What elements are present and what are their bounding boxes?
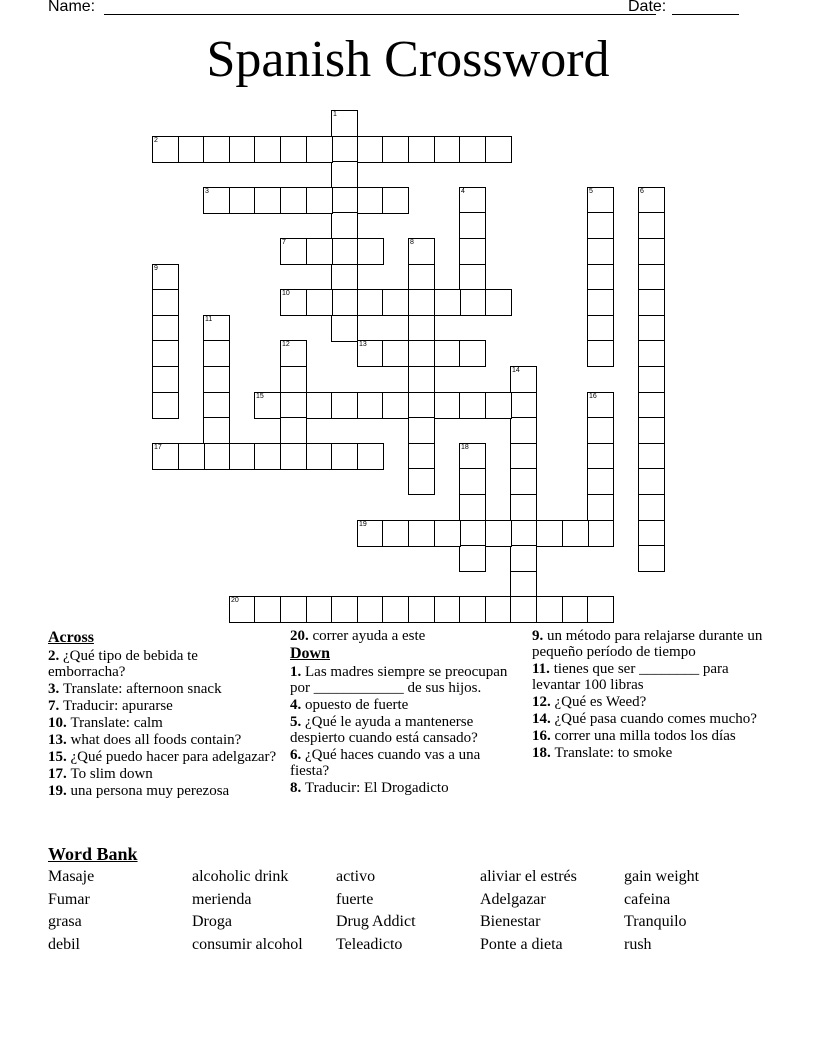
across-clue: 19. una persona muy perezosa — [48, 783, 230, 799]
across-column — [48, 628, 278, 800]
grid-cell[interactable] — [408, 136, 435, 163]
grid-cell[interactable] — [536, 520, 563, 547]
grid-cell[interactable] — [459, 289, 486, 316]
grid-cell[interactable] — [254, 136, 281, 163]
grid-cell[interactable] — [536, 596, 563, 623]
grid-cell[interactable] — [357, 136, 384, 163]
grid-cell[interactable] — [638, 443, 665, 470]
clue-number: 4 — [461, 188, 465, 195]
grid-cell[interactable] — [638, 392, 665, 419]
grid-cell[interactable] — [434, 520, 461, 547]
date-label: Date: — [628, 0, 667, 15]
clue-number: 17 — [154, 444, 162, 451]
grid-cell[interactable] — [203, 366, 230, 393]
down-clue: 8. Traducir: El Drogadicto — [290, 780, 449, 796]
word-bank-item: fuerte — [336, 890, 374, 908]
grid-cell[interactable] — [638, 494, 665, 521]
word-bank-item: cafeina — [624, 890, 671, 908]
grid-cell[interactable] — [306, 443, 333, 470]
grid-cell[interactable] — [434, 340, 461, 367]
across-clue: 7. Traducir: apurarse — [48, 698, 173, 714]
grid-cell[interactable] — [459, 596, 486, 623]
grid-cell[interactable] — [459, 264, 486, 291]
grid-cell[interactable] — [152, 443, 179, 470]
grid-cell[interactable] — [510, 571, 537, 598]
grid-cell[interactable] — [152, 264, 179, 291]
grid-cell[interactable] — [280, 238, 307, 265]
grid-cell[interactable] — [203, 315, 230, 342]
grid-cell[interactable] — [485, 289, 512, 316]
grid-cell[interactable] — [229, 136, 256, 163]
grid-cell[interactable] — [254, 596, 281, 623]
down-clue: 4. opuesto de fuerte — [290, 697, 409, 713]
grid-cell[interactable] — [331, 315, 358, 342]
down-clue: 14. ¿Qué pasa cuando comes mucho? — [532, 711, 757, 727]
grid-cell[interactable] — [459, 340, 486, 367]
grid-cell[interactable] — [203, 187, 230, 214]
word-bank-item: Fumar — [48, 890, 90, 908]
grid-cell[interactable] — [357, 443, 384, 470]
down-clue: 18. Translate: to smoke — [532, 745, 673, 761]
clue-number: 10 — [282, 290, 290, 297]
grid-cell[interactable] — [357, 289, 384, 316]
grid-cell[interactable] — [562, 520, 589, 547]
clue-number: 14 — [512, 367, 520, 374]
grid-cell[interactable] — [382, 596, 409, 623]
grid-cell[interactable] — [510, 443, 537, 470]
clue-number: 5 — [589, 188, 593, 195]
grid-cell[interactable] — [587, 596, 614, 623]
grid-cell[interactable] — [280, 187, 307, 214]
across-clue: 20. correr ayuda a este — [290, 628, 426, 644]
clue-number: 6 — [640, 188, 644, 195]
grid-cell[interactable] — [408, 596, 435, 623]
middle-column — [290, 628, 520, 797]
grid-cell[interactable] — [280, 443, 307, 470]
grid-cell[interactable] — [408, 340, 435, 367]
grid-cell[interactable] — [382, 136, 409, 163]
grid-cell[interactable] — [408, 289, 435, 316]
grid-cell[interactable] — [638, 468, 665, 495]
grid-cell[interactable] — [434, 136, 461, 163]
grid-cell[interactable] — [203, 417, 230, 444]
grid-cell[interactable] — [510, 520, 537, 547]
grid-cell[interactable] — [510, 494, 537, 521]
clue-number: 15 — [256, 393, 264, 400]
clue-number: 11 — [205, 316, 213, 323]
grid-cell[interactable] — [485, 392, 512, 419]
grid-cell[interactable] — [229, 596, 256, 623]
grid-cell[interactable] — [331, 596, 358, 623]
grid-cell[interactable] — [229, 443, 256, 470]
grid-cell[interactable] — [638, 289, 665, 316]
grid-cell[interactable] — [638, 212, 665, 239]
grid-cell[interactable] — [331, 187, 358, 214]
grid-cell[interactable] — [562, 596, 589, 623]
grid-cell[interactable] — [638, 417, 665, 444]
grid-cell[interactable] — [203, 136, 230, 163]
grid-cell[interactable] — [254, 187, 281, 214]
grid-cell[interactable] — [152, 315, 179, 342]
grid-cell[interactable] — [587, 520, 614, 547]
grid-cell[interactable] — [510, 545, 537, 572]
right-column — [532, 628, 768, 762]
grid-cell[interactable] — [178, 136, 205, 163]
grid-cell[interactable] — [331, 289, 358, 316]
grid-cell[interactable] — [459, 136, 486, 163]
grid-cell[interactable] — [638, 340, 665, 367]
clue-number: 2 — [154, 137, 158, 144]
grid-cell[interactable] — [280, 366, 307, 393]
grid-cell[interactable] — [408, 392, 435, 419]
word-bank-item: aliviar el estrés — [480, 868, 577, 885]
grid-cell[interactable] — [459, 545, 486, 572]
grid-cell[interactable] — [408, 443, 435, 470]
grid-cell[interactable] — [638, 545, 665, 572]
down-clue: 5. ¿Qué le ayuda a mantenerse despierto cuando está cansado? — [290, 714, 478, 746]
word-bank-title: Word Bank — [48, 844, 138, 864]
word-bank-item: Droga — [192, 913, 232, 930]
down-heading: Down — [290, 645, 331, 662]
grid-cell[interactable] — [331, 212, 358, 239]
word-bank-item: rush — [624, 935, 652, 953]
grid-cell[interactable] — [408, 238, 435, 265]
grid-cell[interactable] — [306, 596, 333, 623]
grid-cell[interactable] — [152, 340, 179, 367]
grid-cell[interactable] — [280, 340, 307, 367]
grid-cell[interactable] — [203, 443, 230, 470]
grid-cell[interactable] — [510, 596, 537, 623]
grid-cell[interactable] — [357, 520, 384, 547]
grid-cell[interactable] — [434, 289, 461, 316]
clue-number: 8 — [410, 239, 414, 246]
grid-cell[interactable] — [357, 392, 384, 419]
grid-cell[interactable] — [459, 392, 486, 419]
grid-cell[interactable] — [382, 520, 409, 547]
grid-cell[interactable] — [587, 264, 614, 291]
grid-cell[interactable] — [459, 520, 486, 547]
word-bank-item: alcoholic drink — [192, 868, 289, 885]
word-bank-item: Bienestar — [480, 913, 541, 930]
grid-cell[interactable] — [306, 136, 333, 163]
grid-cell[interactable] — [459, 187, 486, 214]
down-clue: 12. ¿Qué es Weed? — [532, 694, 647, 710]
grid-cell[interactable] — [408, 315, 435, 342]
grid-cell[interactable] — [408, 417, 435, 444]
word-bank-item: Ponte a dieta — [480, 935, 563, 953]
grid-cell[interactable] — [408, 264, 435, 291]
grid-cell[interactable] — [587, 187, 614, 214]
grid-cell[interactable] — [434, 392, 461, 419]
grid-cell[interactable] — [306, 289, 333, 316]
word-bank-item: Masaje — [48, 868, 95, 885]
down-clue: 9. un método para relajarse durante un pequeño período de tiempo — [532, 628, 763, 660]
grid-cell[interactable] — [229, 187, 256, 214]
grid-cell[interactable] — [306, 238, 333, 265]
grid-cell[interactable] — [510, 417, 537, 444]
grid-cell[interactable] — [587, 238, 614, 265]
clue-number: 20 — [231, 597, 239, 604]
grid-cell[interactable] — [280, 392, 307, 419]
across-clue: 17. To slim down — [48, 766, 153, 782]
grid-cell[interactable] — [459, 494, 486, 521]
word-bank-item: Tranquilo — [624, 913, 687, 930]
grid-cell[interactable] — [152, 136, 179, 163]
grid-cell[interactable] — [331, 264, 358, 291]
grid-cell[interactable] — [178, 443, 205, 470]
grid-cell[interactable] — [382, 392, 409, 419]
grid-cell[interactable] — [587, 289, 614, 316]
grid-cell[interactable] — [331, 110, 358, 137]
across-clue: 13. what does all foods contain? — [48, 732, 242, 748]
grid-cell[interactable] — [510, 392, 537, 419]
grid-cell[interactable] — [357, 238, 384, 265]
grid-cell[interactable] — [408, 366, 435, 393]
grid-cell[interactable] — [510, 468, 537, 495]
word-bank-item: gain weight — [624, 868, 700, 885]
grid-cell[interactable] — [459, 238, 486, 265]
grid-cell[interactable] — [587, 315, 614, 342]
grid-cell[interactable] — [382, 340, 409, 367]
grid-cell[interactable] — [587, 340, 614, 367]
grid-cell[interactable] — [638, 187, 665, 214]
grid-cell[interactable] — [638, 366, 665, 393]
grid-cell[interactable] — [459, 443, 486, 470]
grid-cell[interactable] — [306, 392, 333, 419]
grid-cell[interactable] — [203, 340, 230, 367]
across-clue: 3. Translate: afternoon snack — [48, 681, 222, 697]
down-clue: 1. Las madres siempre se preocupan por ____________ de sus hijos. — [290, 664, 508, 696]
grid-cell[interactable] — [203, 392, 230, 419]
grid-cell[interactable] — [254, 443, 281, 470]
grid-cell[interactable] — [306, 187, 333, 214]
grid-cell[interactable] — [638, 315, 665, 342]
grid-cell[interactable] — [587, 212, 614, 239]
grid-cell[interactable] — [434, 596, 461, 623]
grid-cell[interactable] — [587, 392, 614, 419]
across-heading: Across — [48, 629, 94, 646]
grid-cell[interactable] — [587, 494, 614, 521]
grid-cell[interactable] — [357, 340, 384, 367]
grid-cell[interactable] — [280, 596, 307, 623]
grid-cell[interactable] — [357, 596, 384, 623]
grid-cell[interactable] — [152, 289, 179, 316]
grid-cell[interactable] — [331, 136, 358, 163]
down-clue: 6. ¿Qué haces cuando vas a una fiesta? — [290, 747, 481, 779]
grid-cell[interactable] — [331, 392, 358, 419]
grid-cell[interactable] — [382, 187, 409, 214]
grid-cell[interactable] — [280, 136, 307, 163]
grid-cell[interactable] — [408, 468, 435, 495]
word-bank-item: consumir alcohol — [192, 935, 303, 953]
grid-cell[interactable] — [510, 366, 537, 393]
down-list-cont — [532, 628, 768, 761]
clue-number: 16 — [589, 393, 597, 400]
clue-number: 9 — [154, 265, 158, 272]
grid-cell[interactable] — [152, 392, 179, 419]
grid-cell[interactable] — [254, 392, 281, 419]
grid-cell[interactable] — [485, 136, 512, 163]
grid-cell[interactable] — [152, 366, 179, 393]
grid-cell[interactable] — [382, 289, 409, 316]
grid-cell[interactable] — [331, 443, 358, 470]
word-bank-item: Teleadicto — [336, 935, 403, 953]
name-label: Name: — [48, 0, 96, 15]
grid-cell[interactable] — [331, 238, 358, 265]
clue-number: 19 — [359, 521, 367, 528]
grid-cell[interactable] — [280, 289, 307, 316]
across-clue: 2. ¿Qué tipo de bebida te emborracha? — [48, 648, 198, 680]
grid-cell[interactable] — [459, 468, 486, 495]
clue-number: 18 — [461, 444, 469, 451]
word-bank-item: merienda — [192, 890, 252, 908]
page-title: Spanish Crossword — [206, 31, 610, 88]
across-clue: 10. Translate: calm — [48, 715, 163, 731]
clue-number: 12 — [282, 341, 290, 348]
word-bank-item: Adelgazar — [480, 890, 546, 908]
grid-cell[interactable] — [280, 417, 307, 444]
grid-cell[interactable] — [331, 161, 358, 188]
clue-number: 3 — [205, 188, 209, 195]
across-list — [48, 648, 278, 799]
grid-cell[interactable] — [485, 596, 512, 623]
grid-cell[interactable] — [587, 468, 614, 495]
word-bank-item: debil — [48, 935, 80, 953]
grid-cell[interactable] — [357, 187, 384, 214]
down-clue: 11. tienes que ser ________ para levantar 100 libras — [532, 661, 729, 693]
grid-cell[interactable] — [638, 520, 665, 547]
word-bank-item: grasa — [48, 913, 82, 930]
across-clue: 15. ¿Qué puedo hacer para adelgazar? — [48, 749, 277, 765]
clue-number: 1 — [333, 111, 337, 118]
grid-cell[interactable] — [638, 238, 665, 265]
word-bank-item: Drug Addict — [336, 913, 416, 930]
clue-number: 7 — [282, 239, 286, 246]
grid-cell[interactable] — [638, 264, 665, 291]
clue-number: 13 — [359, 341, 367, 348]
across-list-cont — [290, 628, 520, 644]
grid-cell[interactable] — [485, 520, 512, 547]
down-list — [290, 664, 520, 796]
grid-cell[interactable] — [587, 417, 614, 444]
grid-cell[interactable] — [587, 443, 614, 470]
word-bank-item: activo — [336, 868, 376, 885]
grid-cell[interactable] — [408, 520, 435, 547]
grid-cell[interactable] — [459, 212, 486, 239]
down-clue: 16. correr una milla todos los días — [532, 728, 736, 744]
